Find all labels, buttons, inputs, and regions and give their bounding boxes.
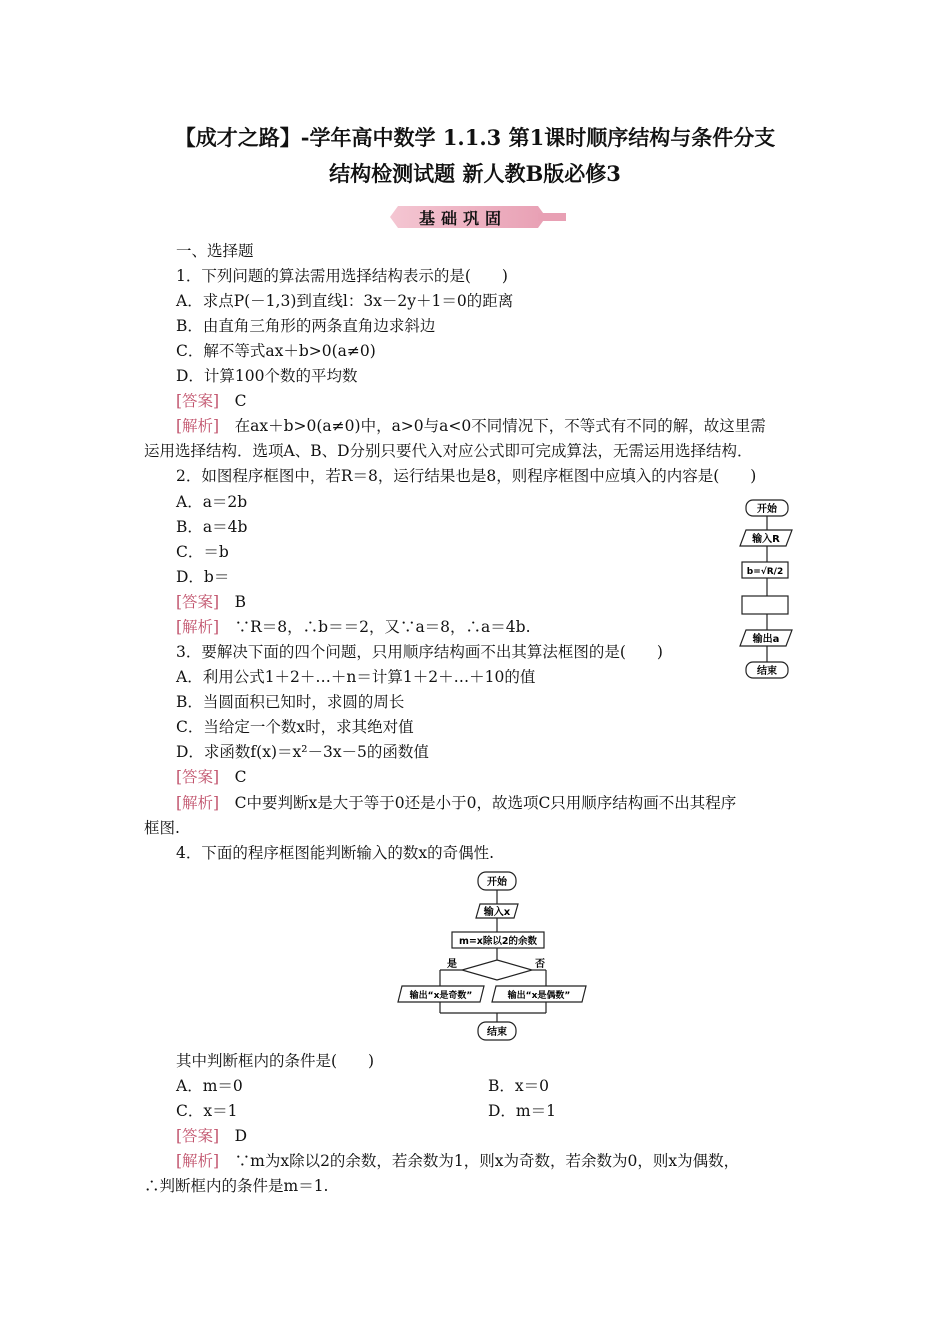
q1-stem: 1．下列问题的算法需用选择结构表示的是( ) (176, 267, 508, 285)
q4-answer-value: D (234, 1127, 248, 1145)
q1-option-d: D．计算100个数的平均数 (176, 367, 358, 385)
analysis-tag: [解析] (176, 417, 220, 435)
section-banner (388, 204, 566, 230)
q4-fc-input-text: 输入x (483, 907, 511, 918)
q4-fc-yes-label: 是 (447, 959, 457, 970)
q2-option-c: C．＝b (176, 543, 229, 561)
q3-option-a: A．利用公式1＋2＋…＋n＝计算1＋2＋…＋10的值 (176, 668, 536, 686)
q4-stem: 4．下面的程序框图能判断输入的数x的奇偶性. (176, 844, 495, 862)
title-line-2: 结构检测试题 新人教B版必修3 (329, 161, 621, 186)
answer-tag: [答案] (176, 593, 220, 611)
q4-fc-out-odd-text: 输出“x是奇数” (409, 991, 473, 1001)
q2-fc-input-text: 输入R (752, 534, 780, 545)
q2-fc-blank-box (742, 596, 788, 614)
answer-tag: [答案] (176, 768, 220, 786)
answer-tag: [答案] (176, 392, 220, 410)
q4-fc-start-text: 开始 (487, 877, 507, 888)
q2-answer (176, 591, 246, 613)
q2-stem: 2．如图程序框图中，若R＝8，运行结果也是8，则程序框图中应填入的内容是( ) (176, 467, 757, 485)
q4-flowchart (396, 868, 596, 1046)
q4-option-d: D．m＝1 (488, 1102, 556, 1120)
q2-option-d: D．b＝ (176, 568, 230, 586)
q2-flowchart (736, 496, 800, 682)
q2-fc-start-text: 开始 (757, 504, 777, 515)
q3-answer-value: C (234, 768, 247, 786)
banner-text: 基础巩固 (418, 209, 507, 228)
q3-stem: 3．要解决下面的四个问题，只用顺序结构画不出其算法框图的是( ) (176, 643, 663, 661)
q2-analysis-text: ∵R＝8，∴b＝＝2，又∵a＝8，∴a＝4b. (234, 618, 531, 636)
q4-condition-prompt: 其中判断框内的条件是( ) (176, 1052, 375, 1070)
analysis-tag: [解析] (176, 794, 220, 812)
q4-fc-assign-text: m=x除以2的余数 (458, 936, 538, 947)
q1-analysis (176, 415, 766, 437)
q4-option-c: C．x＝1 (176, 1102, 238, 1120)
q3-option-c: C．当给定一个数x时，求其绝对值 (176, 718, 414, 736)
q3-analysis-text-2: 框图. (144, 819, 180, 837)
q4-fc-no-label: 否 (535, 959, 545, 970)
q4-answer (176, 1125, 247, 1147)
q1-option-b: B．由直角三角形的两条直角边求斜边 (176, 317, 436, 335)
q4-fc-decision-box (462, 960, 532, 980)
q4-fc-out-even-text: 输出“x是偶数” (507, 991, 571, 1001)
q3-analysis (176, 792, 736, 814)
q4-analysis-text-2: ∴判断框内的条件是m＝1. (144, 1177, 329, 1195)
q2-analysis (176, 616, 531, 638)
q2-answer-value: B (234, 593, 247, 611)
analysis-tag: [解析] (176, 618, 220, 636)
q1-option-c: C．解不等式ax＋b>0(a≠0) (176, 342, 376, 360)
title-line-1: 【成才之路】-学年高中数学 1.1.3 第1课时顺序结构与条件分支 (174, 125, 776, 150)
q1-answer (176, 390, 247, 412)
q1-analysis-text-2: 运用选择结构．选项A、B、D分别只要代入对应公式即可完成算法，无需运用选择结构． (144, 442, 753, 460)
analysis-tag: [解析] (176, 1152, 220, 1170)
q1-analysis-text-1: 在ax＋b>0(a≠0)中，a>0与a<0不同情况下，不等式有不同的解，故这里需 (234, 417, 766, 435)
q1-option-a: A．求点P(－1,3)到直线l：3x－2y＋1＝0的距离 (176, 292, 514, 310)
q4-fc-end-text: 结束 (487, 1027, 507, 1038)
q3-answer (176, 766, 247, 788)
q2-option-b: B．a＝4b (176, 518, 248, 536)
q2-fc-assign-text: b=√R/2 (746, 567, 784, 577)
q4-analysis (176, 1150, 739, 1172)
q3-option-d: D．求函数f(x)＝x²－3x－5的函数值 (176, 743, 429, 761)
section-heading: 一、选择题 (176, 242, 254, 260)
q2-fc-end-text: 结束 (757, 666, 777, 677)
q4-option-b: B．x＝0 (488, 1077, 549, 1095)
answer-tag: [答案] (176, 1127, 220, 1145)
q4-option-a: A．m＝0 (176, 1077, 243, 1095)
q2-option-a: A．a＝2b (176, 493, 248, 511)
q2-fc-output-text: 输出a (752, 634, 780, 645)
q1-answer-value: C (234, 392, 247, 410)
q3-analysis-text-1: C中要判断x是大于等于0还是小于0，故选项C只用顺序结构画不出其程序 (234, 794, 737, 812)
q3-option-b: B．当圆面积已知时，求圆的周长 (176, 693, 405, 711)
q4-analysis-text-1: ∵m为x除以2的余数，若余数为1，则x为奇数，若余数为0，则x为偶数， (234, 1152, 740, 1170)
